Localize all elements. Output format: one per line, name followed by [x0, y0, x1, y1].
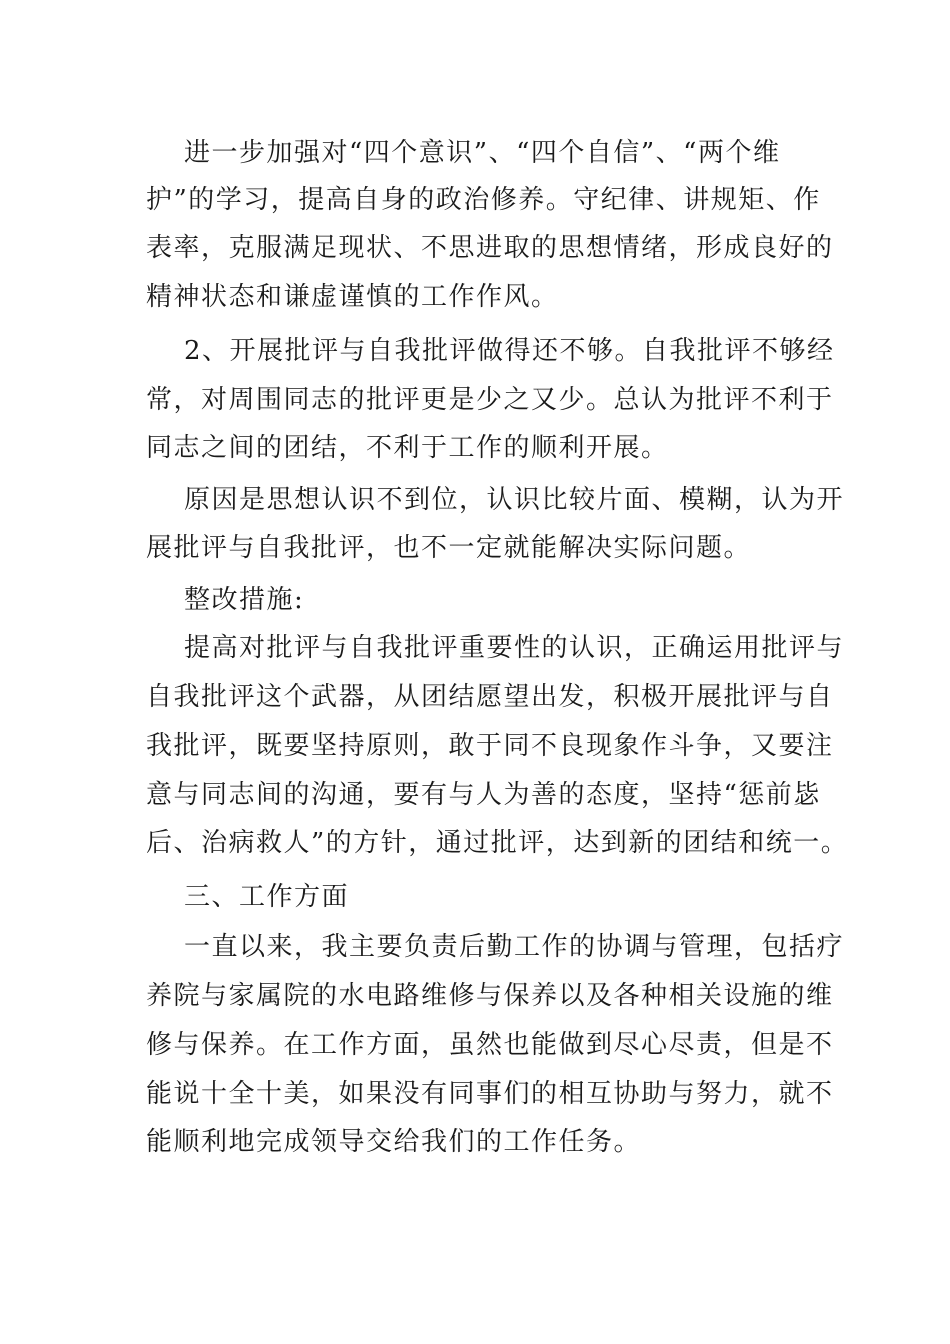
paragraph-4-line-4: 意与同志间的沟通，要有与人为善的态度，坚持“惩前毖 — [146, 780, 821, 810]
paragraph-5-line-2: 养院与家属院的水电路维修与保养以及各种相关设施的维 — [146, 981, 834, 1011]
paragraph-5-line-4: 能说十全十美，如果没有同事们的相互协助与努力，就不 — [146, 1079, 834, 1109]
section-heading-rectification: 整改措施: — [184, 585, 305, 615]
paragraph-1-line-4: 精神状态和谦虚谨慎的工作作风。 — [146, 282, 559, 312]
paragraph-2-line-1: 2、开展批评与自我批评做得还不够。自我批评不够经 — [184, 336, 835, 366]
paragraph-4-line-1: 提高对批评与自我批评重要性的认识，正确运用批评与 — [184, 633, 845, 663]
paragraph-1-line-2: 护”的学习，提高自身的政治修养。守纪律、讲规矩、作 — [146, 185, 821, 215]
paragraph-2-line-3: 同志之间的团结，不利于工作的顺利开展。 — [146, 433, 669, 463]
paragraph-3-line-1: 原因是思想认识不到位，认识比较片面、模糊，认为开 — [184, 485, 845, 515]
paragraph-4-line-2: 自我批评这个武器，从团结愿望出发，积极开展批评与自 — [146, 682, 834, 712]
paragraph-4-line-3: 我批评，既要坚持原则，敢于同不良现象作斗争，又要注 — [146, 731, 834, 761]
paragraph-4-line-5: 后、治病救人”的方针，通过批评，达到新的团结和统一。 — [146, 828, 849, 858]
section-heading-work: 三、工作方面 — [184, 882, 350, 912]
paragraph-1-line-3: 表率，克服满足现状、不思进取的思想情绪，形成良好的 — [146, 233, 834, 263]
paragraph-5-line-3: 修与保养。在工作方面，虽然也能做到尽心尽责，但是不 — [146, 1030, 834, 1060]
paragraph-5-line-5: 能顺利地完成领导交给我们的工作任务。 — [146, 1127, 642, 1157]
paragraph-2-line-2: 常，对周围同志的批评更是少之又少。总认为批评不利于 — [146, 385, 834, 415]
paragraph-5-line-1: 一直以来，我主要负责后勤工作的协调与管理，包括疗 — [184, 932, 845, 962]
paragraph-3-line-2: 展批评与自我批评，也不一定就能解决实际问题。 — [146, 533, 752, 563]
paragraph-1-line-1: 进一步加强对“四个意识”、“四个自信”、“两个维 — [184, 138, 781, 168]
